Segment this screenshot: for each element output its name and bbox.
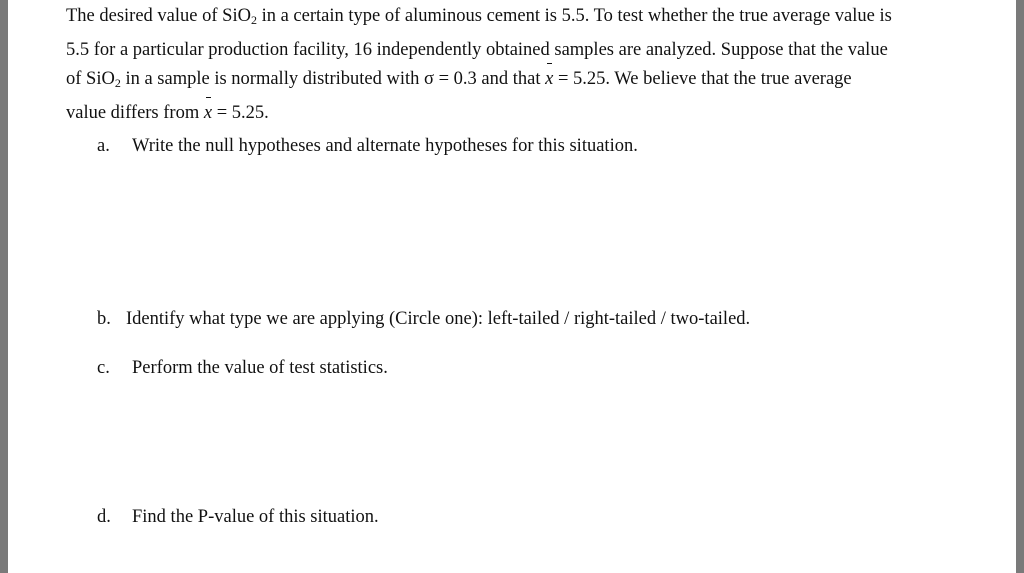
problem-text: in a sample is normally distributed with σ = 0.3 and that: [120, 69, 546, 89]
x-bar-symbol: x: [204, 99, 212, 129]
problem-line-3: [66, 65, 996, 99]
subscript: 2: [114, 76, 121, 90]
subscript: 2: [250, 13, 257, 27]
question-text: Write the null hypotheses and alternate hypotheses for this situation.: [132, 136, 638, 156]
problem-line-2: 5.5 for a particular production facility, 16 independently obtained samples are analyzed. Suppose that the value: [66, 39, 888, 60]
question-marker: a.: [97, 136, 110, 156]
problem-text: The desired value of SiO: [66, 6, 251, 26]
question-text: Perform the value of test statistics.: [132, 358, 388, 378]
x-bar-symbol: x: [545, 65, 553, 95]
question-marker: c.: [97, 358, 110, 378]
problem-line-4: [66, 99, 996, 129]
problem-text: = 5.25. We believe that the true average: [553, 69, 852, 89]
question-marker: d.: [97, 507, 111, 527]
problem-text: value differs from: [66, 102, 204, 123]
problem-text: = 5.25.: [212, 102, 269, 123]
question-text: Find the P-value of this situation.: [132, 507, 379, 527]
question-marker: b.: [97, 309, 111, 329]
problem-line-1: [66, 2, 996, 36]
problem-statement: [66, 2, 996, 128]
problem-text: in a certain type of aluminous cement is 5.5. To test whether the true average value is: [256, 6, 892, 26]
question-text: Identify what type we are applying (Circle one): left-tailed / right-tailed / two-tailed.: [126, 309, 751, 329]
document-page: [8, 0, 1016, 573]
problem-text: of SiO: [66, 69, 115, 89]
